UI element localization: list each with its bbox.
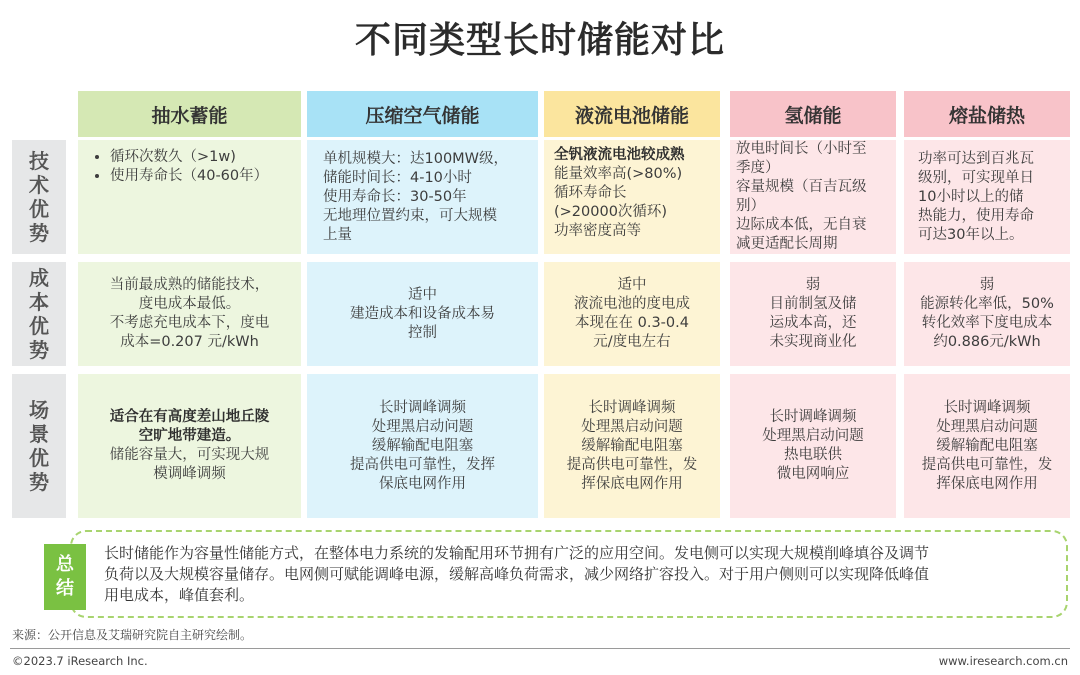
cell-tech-hydrogen: 放电时间长（小时至 季度） 容量规模（百吉瓦级 别） 边际成本低，无自衰 减更适配长周期 [730,140,896,254]
source-note: 来源：公开信息及艾瑞研究院自主研究绘制。 [12,628,253,642]
cell-scene-molten-salt: 长时调峰调频 处理黑启动问题 缓解输配电阻塞 提高供电可靠性，发 挥保底电网作用 [904,374,1070,518]
col-header-hydrogen: 氢储能 [730,91,896,137]
cell-cost-hydrogen: 弱 目前制氢及储 运成本高，还 未实现商业化 [730,262,896,366]
cell-scene-compressed-air: 长时调峰调频 处理黑启动问题 缓解输配电阻塞 提高供电可靠性，发挥 保底电网作用 [307,374,538,518]
page-title: 不同类型长时储能对比 [354,20,725,61]
cell-tech-pumped-hydro: • 循环次数久（>1w) • 使用寿命长（40-60年） [78,140,301,254]
cell-scene-pumped-hydro: 适合在有高度差山地丘陵 空旷地带建造。 储能容量大，可实现大规 模调峰调频 [78,374,301,518]
cell-cost-compressed-air: 适中 建造成本和设备成本易 控制 [307,262,538,366]
col-header-flow-battery: 液流电池储能 [544,91,720,137]
cell-cost-pumped-hydro: 当前最成熟的储能技术， 度电成本最低。 不考虑充电成本下，度电 成本=0.207 元/kWh [78,262,301,366]
summary-tag: 总 结 [44,544,86,610]
cell-tech-flow-battery: 全钒液流电池较成熟 能量效率高(>80%) 循环寿命长 (>20000次循环) 功率密度高等 [544,140,720,254]
row-label-cost: 成 本 优 势 [12,262,66,366]
col-header-pumped-hydro: 抽水蓄能 [78,91,301,137]
cell-scene-flow-battery: 长时调峰调频 处理黑启动问题 缓解输配电阻塞 提高供电可靠性，发 挥保底电网作用 [544,374,720,518]
cell-tech-molten-salt: 功率可达到百兆瓦 级别，可实现单日 10小时以上的储 热能力，使用寿命 可达30年以上。 [904,140,1070,254]
cell-tech-compressed-air: 单机规模大：达100MW级， 储能时间长：4-10小时 使用寿命长：30-50年 无地理位置约束，可大规模 上量 [307,140,538,254]
col-header-molten-salt: 熔盐储热 [904,91,1070,137]
col-header-compressed-air: 压缩空气储能 [307,91,538,137]
footer-divider [10,648,1070,649]
copyright: ©2023.7 iResearch Inc. [12,654,148,668]
cell-cost-flow-battery: 适中 液流电池的度电成 本现在在 0.3-0.4 元/度电左右 [544,262,720,366]
website-link[interactable]: www.iresearch.com.cn [938,654,1068,668]
row-label-tech: 技 术 优 势 [12,140,66,254]
cell-scene-hydrogen: 长时调峰调频 处理黑启动问题 热电联供 微电网响应 [730,374,896,518]
cell-cost-molten-salt: 弱 能源转化率低，50% 转化效率下度电成本 约0.886元/kWh [904,262,1070,366]
summary-text: 长时储能作为容量性储能方式，在整体电力系统的发输配用环节拥有广泛的应用空间。发电侧可以实现大规模削峰填谷及调节 负荷以及大规模容量储存。电网侧可赋能调峰电源，缓解高峰负荷需求，减少网络扩容投入。对于用户侧则可以实现降低峰值 用电成本，峰值套利。 [104,544,930,604]
row-label-scene: 场 景 优 势 [12,374,66,518]
